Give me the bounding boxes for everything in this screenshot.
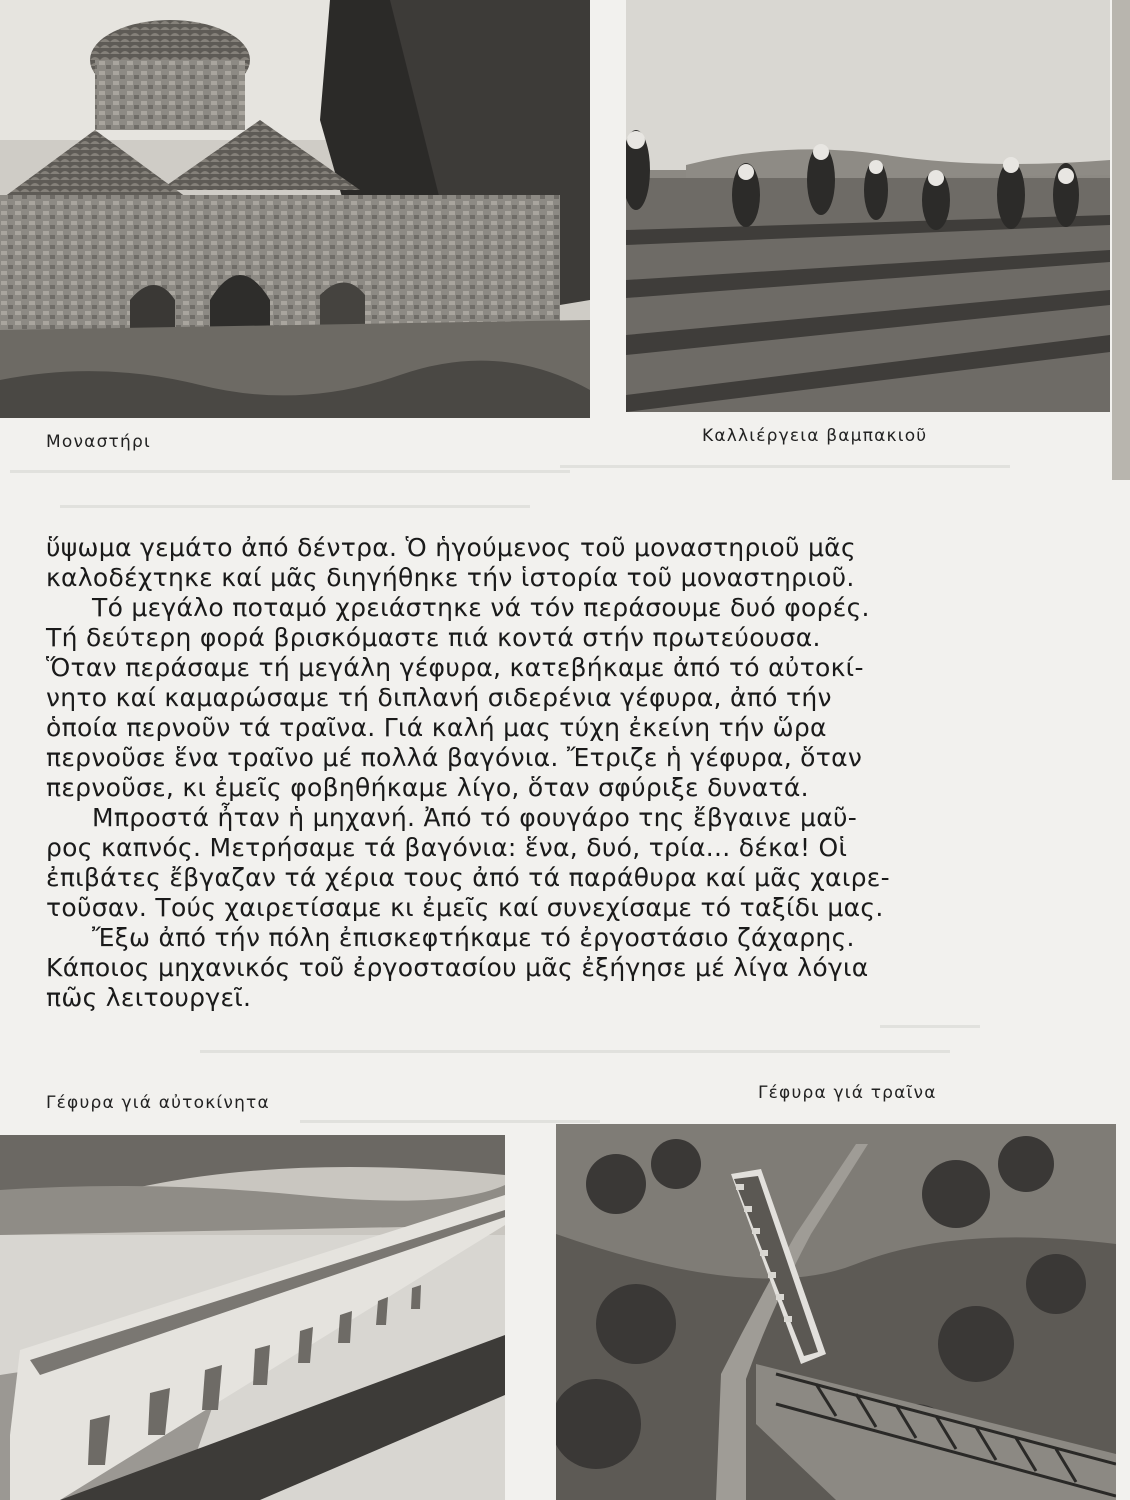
car-bridge-caption: Γέφυρα γιά αὐτοκίνητα xyxy=(46,1093,270,1113)
cotton-field-photo xyxy=(626,0,1110,412)
body-line: ὁποία περνοῦν τά τραῖνα. Γιά καλή μας τύχη ἐκείνη τήν ὥρα xyxy=(46,713,827,742)
body-line: ἐπιβάτες ἔβγαζαν τά χέρια τους ἀπό τά παράθυρα καί μᾶς χαιρε- xyxy=(46,863,890,892)
body-line: περνοῦσε ἕνα τραῖνο μέ πολλά βαγόνια. Ἔτριζε ἡ γέφυρα, ὅταν xyxy=(46,743,863,772)
body-line: τοῦσαν. Τούς χαιρετίσαμε κι ἐμεῖς καί συνεχίσαμε τό ταξίδι μας. xyxy=(46,893,884,922)
bleed-through-line xyxy=(10,470,570,473)
train-bridge-caption: Γέφυρα γιά τραῖνα xyxy=(758,1083,937,1103)
monastery-caption: Μοναστήρι xyxy=(46,432,151,452)
body-line: Τή δεύτερη φορά βρισκόμαστε πιά κοντά στήν πρωτεύουσα. xyxy=(46,623,821,652)
body-line: Τό μεγάλο ποταμό χρειάστηκε νά τόν περάσουμε δυό φορές. xyxy=(92,593,870,622)
cotton-caption: Καλλιέργεια βαμπακιοῦ xyxy=(702,426,928,446)
monastery-photo xyxy=(0,0,590,418)
body-line: Ἔξω ἀπό τήν πόλη ἐπισκεφτήκαμε τό ἐργοστάσιο ζάχαρης. xyxy=(92,923,855,952)
train-bridge-photo xyxy=(556,1124,1116,1500)
car-bridge-photo xyxy=(0,1135,505,1500)
body-line: Κάποιος μηχανικός τοῦ ἐργοστασίου μᾶς ἐξήγησε μέ λίγα λόγια xyxy=(46,953,869,982)
bleed-through-line xyxy=(560,465,1010,468)
page-edge-shadow xyxy=(1112,0,1130,480)
body-line: Μπροστά ἦταν ἡ μηχανή. Ἀπό τό φουγάρο της ἔβγαινε μαῦ- xyxy=(92,803,858,832)
body-line: Ὅταν περάσαμε τή μεγάλη γέφυρα, κατεβήκαμε ἀπό τό αὐτοκί- xyxy=(46,653,864,682)
body-line: ὕψωμα γεμάτο ἀπό δέντρα. Ὁ ἡγούμενος τοῦ μοναστηριοῦ μᾶς xyxy=(46,533,856,562)
bleed-through-line xyxy=(880,1025,980,1028)
body-line: πῶς λειτουργεῖ. xyxy=(46,983,252,1012)
body-line: καλοδέχτηκε καί μᾶς διηγήθηκε τήν ἱστορία τοῦ μοναστηριοῦ. xyxy=(46,563,855,592)
body-line: περνοῦσε, κι ἐμεῖς φοβηθήκαμε λίγο, ὅταν σφύριξε δυνατά. xyxy=(46,773,809,802)
bleed-through-line xyxy=(200,1050,950,1053)
body-line: νητο καί καμαρώσαμε τή διπλανή σιδερένια γέφυρα, ἀπό τήν xyxy=(46,683,832,712)
body-line: ρος καπνός. Μετρήσαμε τά βαγόνια: ἕνα, δυό, τρία... δέκα! Οἱ xyxy=(46,833,848,862)
bleed-through-line xyxy=(60,505,530,508)
bleed-through-line xyxy=(300,1120,600,1123)
article-body xyxy=(46,533,981,1013)
